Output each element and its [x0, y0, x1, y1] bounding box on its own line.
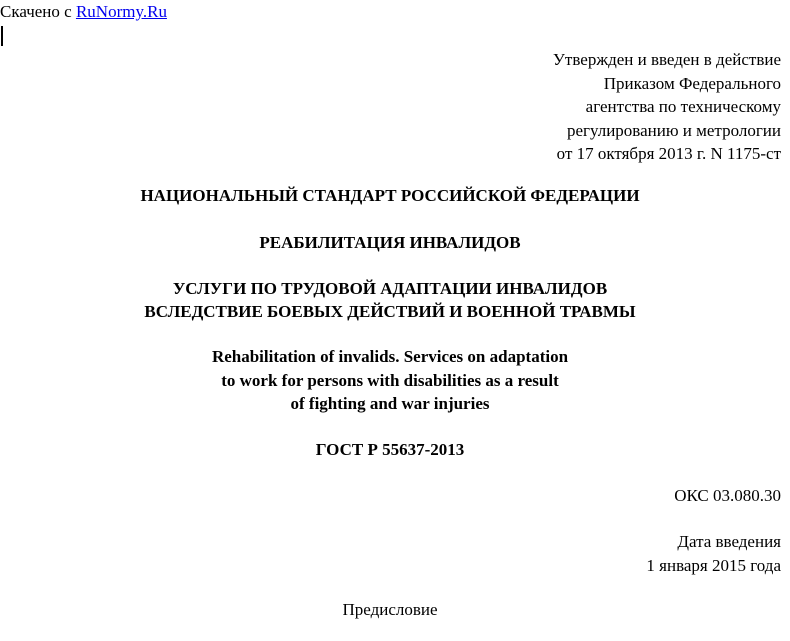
text-cursor	[1, 26, 3, 46]
foreword-heading: Предисловие	[342, 600, 438, 619]
approval-line: регулированию и метрологии	[566, 120, 781, 140]
approval-line: от 17 октября 2013 г. N 1175-ст	[556, 144, 781, 163]
services-line: ВСЛЕДСТВИЕ БОЕВЫХ ДЕЙСТВИЙ И ВОЕННОЙ ТРАВМЫ	[144, 302, 636, 321]
services-line: УСЛУГИ ПО ТРУДОВОЙ АДАПТАЦИИ ИНВАЛИДОВ	[172, 279, 608, 298]
english-title-line: of fighting and war injuries	[290, 394, 490, 413]
introduction-date-value: 1 января 2015 года	[646, 555, 781, 575]
approval-block	[553, 48, 781, 166]
rehabilitation-heading	[0, 231, 780, 254]
source-link[interactable]: RuNormy.Ru	[75, 2, 167, 21]
english-title-line: to work for persons with disabilities as a result	[221, 370, 559, 390]
services-heading	[0, 277, 780, 323]
national-standard-text: НАЦИОНАЛЬНЫЙ СТАНДАРТ РОССИЙСКОЙ ФЕДЕРАЦИИ	[140, 186, 640, 205]
oks-code	[674, 484, 781, 508]
introduction-date-label: Дата введения	[677, 532, 781, 551]
source-line	[0, 2, 167, 22]
rehabilitation-text: РЕАБИЛИТАЦИЯ ИНВАЛИДОВ	[259, 233, 521, 252]
gost-number-text: ГОСТ Р 55637-2013	[315, 440, 465, 459]
source-prefix: Скачено с	[0, 2, 76, 21]
english-title	[0, 345, 780, 416]
english-title-line: Rehabilitation of invalids. Services on adaptation	[211, 347, 569, 366]
oks-code-text: ОКС 03.080.30	[674, 486, 781, 505]
approval-line: агентства по техническому	[585, 97, 781, 116]
introduction-date	[646, 530, 781, 577]
approval-line: Утвержден и введен в действие	[552, 50, 781, 69]
gost-number	[0, 438, 780, 461]
approval-line: Приказом Федерального	[603, 73, 781, 93]
national-standard-heading	[0, 184, 780, 207]
